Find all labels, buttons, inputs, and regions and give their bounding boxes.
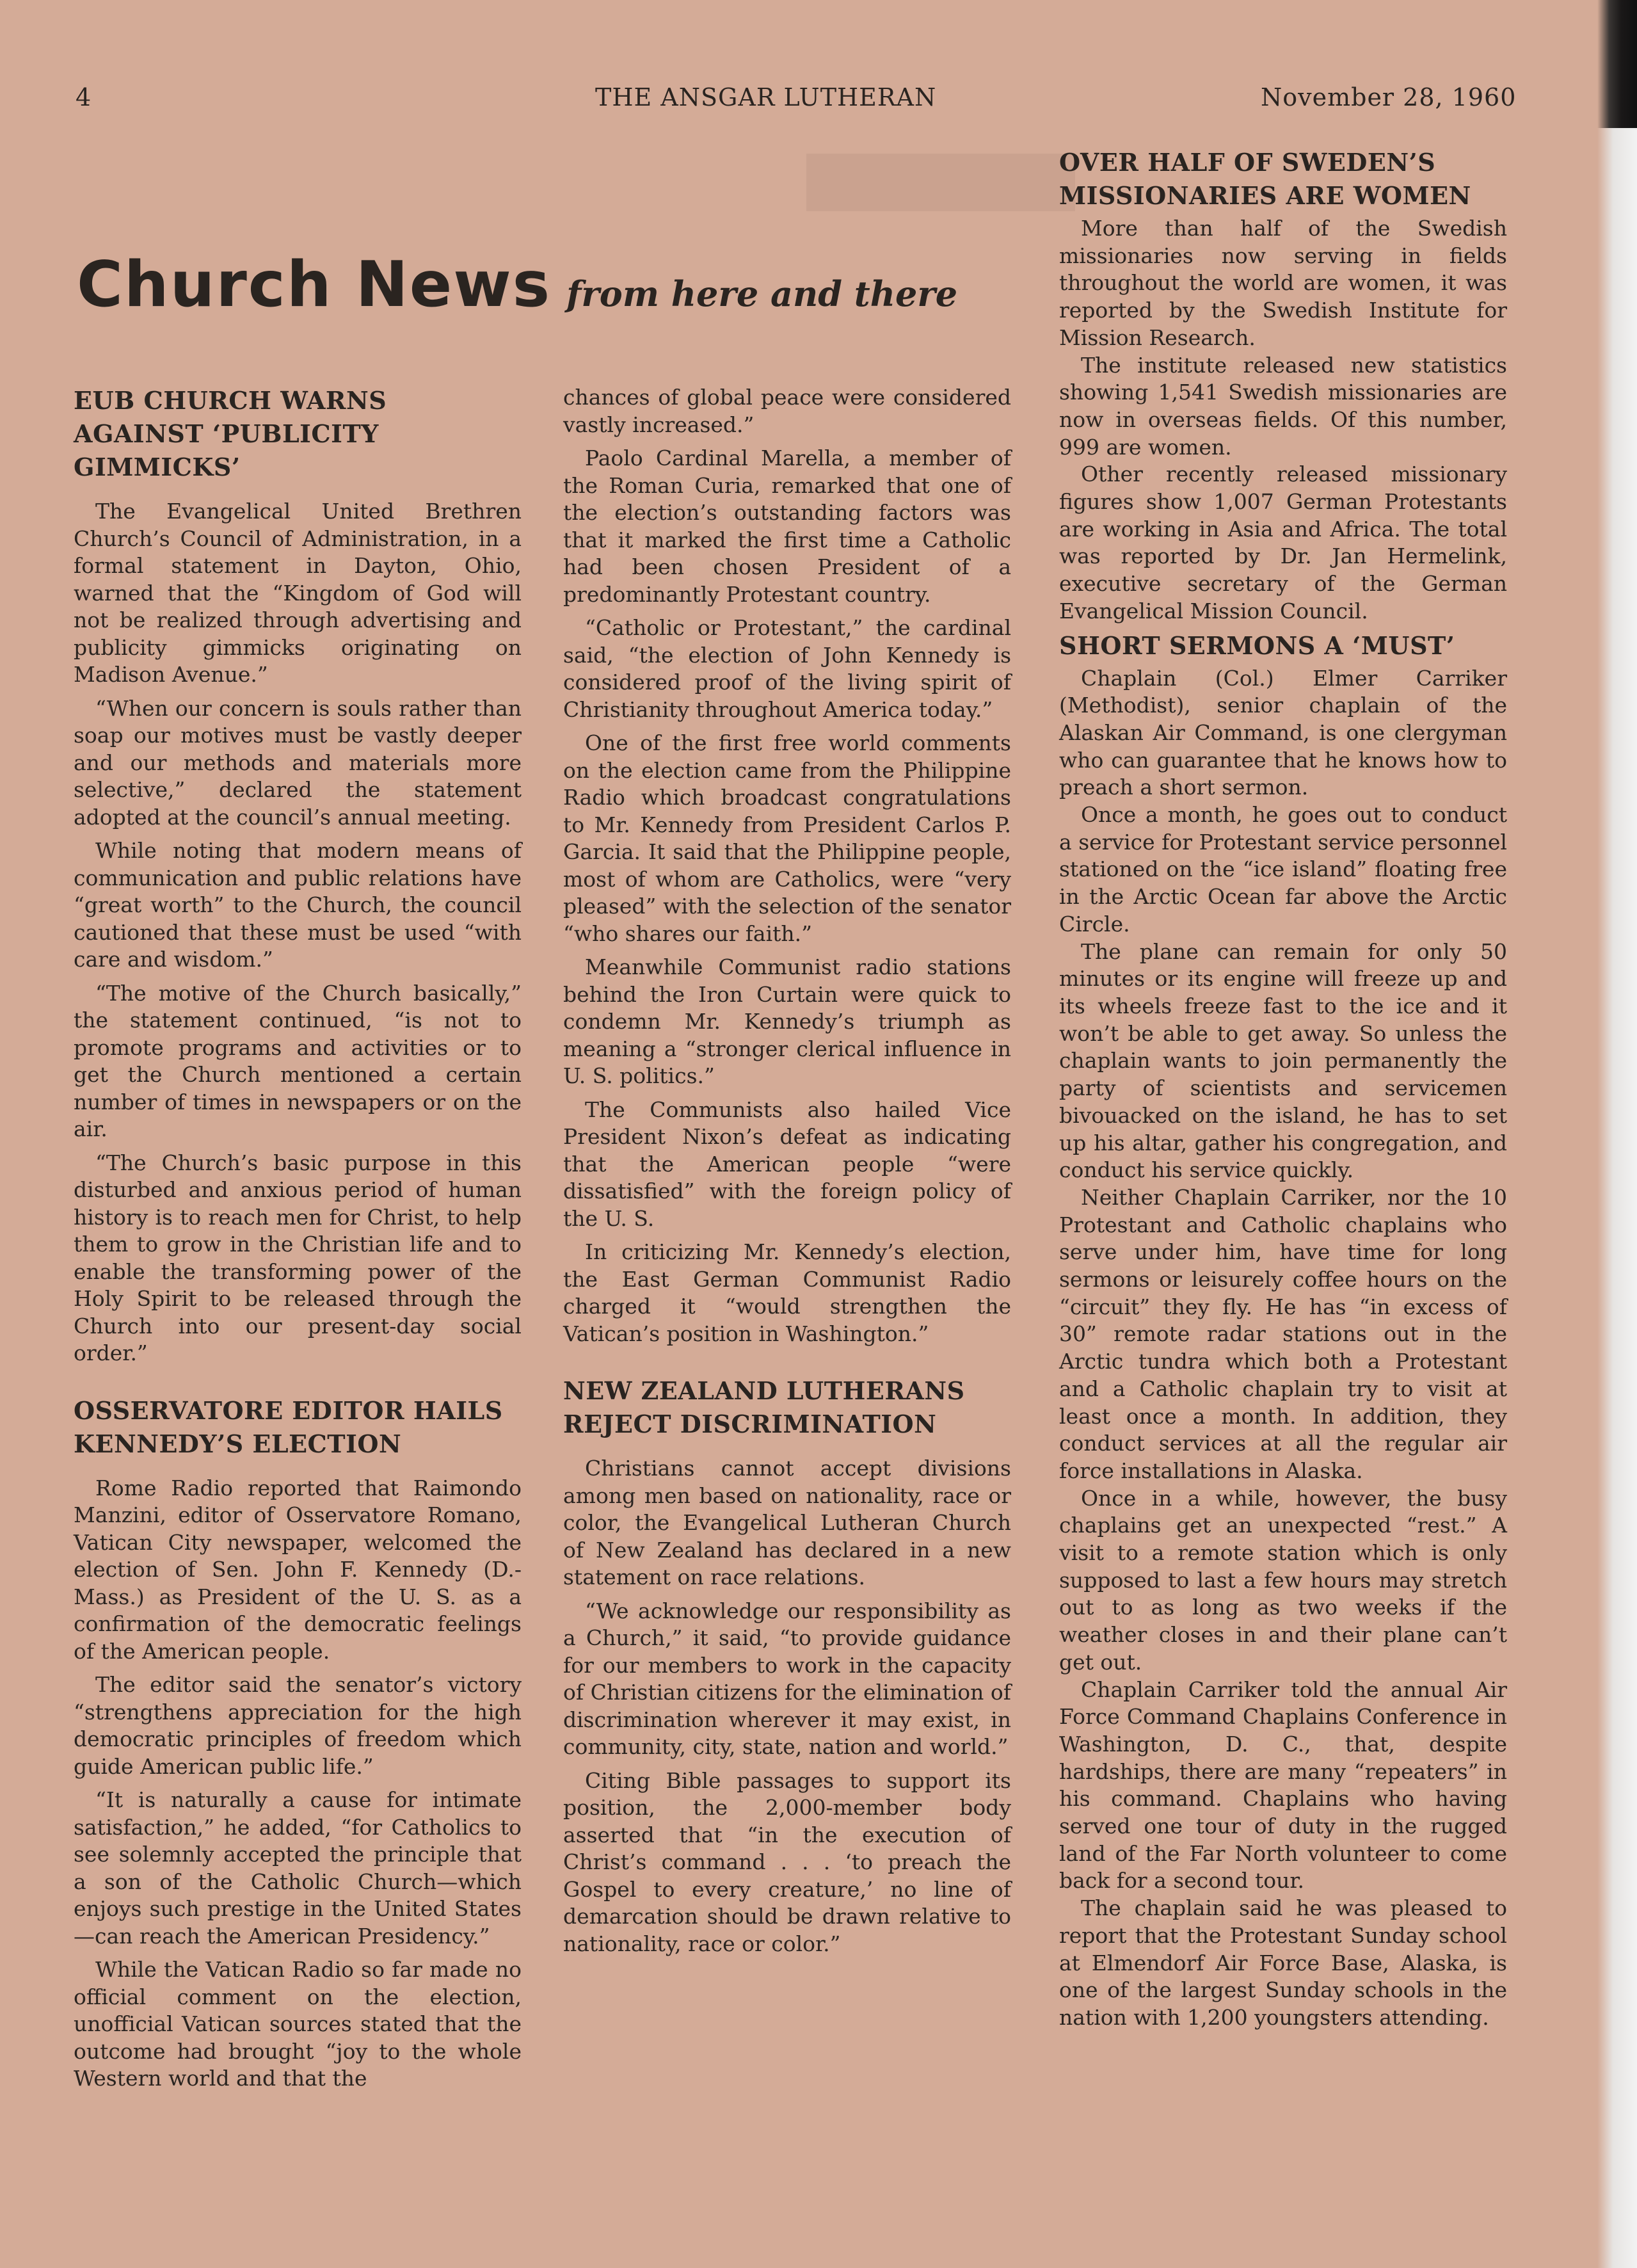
page-number: 4 bbox=[76, 83, 92, 111]
column-3 bbox=[1059, 146, 1507, 2032]
article-paragraph: “The motive of the Church basically,” the statement continued, “is not to promote programs and activities or to get the Church mentioned a certain number of times in newspapers or on the air. bbox=[74, 980, 522, 1141]
headline-new-zealand: NEW ZEALAND LUTHERANS REJECT DISCRIMINATION bbox=[563, 1376, 965, 1438]
column-1 bbox=[74, 384, 522, 2099]
article-paragraph: Meanwhile Communist radio stations behind the Iron Curtain were quick to condemn Mr. Kennedy’s triumph as meaning a “stronger clerical influence in U. S. politics.” bbox=[563, 954, 1011, 1088]
section-title bbox=[77, 248, 958, 329]
article-paragraph: One of the first free world comments on the election came from the Philippine Radio which broadcast congratulations to Mr. Kennedy from President Carlos P. Garcia. It said that the Philippine people, most of whom are Catholics, were “very pleased” with the selection of the senator “who shares our faith.” bbox=[563, 730, 1011, 946]
page-edge-background bbox=[1597, 128, 1637, 2268]
shaded-area bbox=[806, 154, 1075, 211]
article-paragraph: While the Vatican Radio so far made no official comment on the election, unofficial Vatican sources stated that the outcome had brought “joy to the whole Western world and that the bbox=[74, 1957, 522, 2091]
article-paragraph: Rome Radio reported that Raimondo Manzini, editor of Osservatore Romano, Vatican City newspaper, welcomed the election of Sen. John F. Kennedy (D.-Mass.) as President of the U. S. as a confirmation of the democratic feelings of the American people. bbox=[74, 1475, 522, 1664]
article-paragraph: Chaplain Carriker told the annual Air Force Command Chaplains Conference in Washington, D. C., that, despite hardships, there are many “repeaters” in his command. Chaplains who having served one tour of duty in the rugged land of the Far North volunteer to come back for a second tour. bbox=[1059, 1677, 1507, 1894]
article-paragraph: “The Church’s basic purpose in this disturbed and anxious period of human history is to reach men for Christ, to help them to grow in the Christian life and to enable the transforming power of the Holy Spirit to be released through the Church into our present-day social order.” bbox=[74, 1150, 522, 1365]
section-title-main: Church News bbox=[77, 248, 552, 321]
section-title-sub: from here and there bbox=[566, 273, 958, 314]
headline-sweden: OVER HALF OF SWEDEN’S MISSIONARIES ARE WOMEN bbox=[1059, 148, 1471, 210]
article-paragraph: “We acknowledge our responsibility as a Church,” it said, “to provide guidance for our members to work in the capacity of Christian citizens for the elimination of discrimination wherever it may exist, in community, city, state, nation and world.” bbox=[563, 1598, 1011, 1759]
article-paragraph: The editor said the senator’s victory “strengthens appreciation for the high democratic principles of freedom which guide American public life.” bbox=[74, 1672, 522, 1779]
article-paragraph: The Communists also hailed Vice President Nixon’s defeat as indicating that the American people “were dissatisfied” with the foreign policy of the U. S. bbox=[563, 1097, 1011, 1231]
article-paragraph: Once in a while, however, the busy chaplains get an unexpected “rest.” A visit to a remote station which is only supposed to last a few hours may stretch out to as long as two weeks if the weather closes in and their plane can’t get out. bbox=[1059, 1485, 1507, 1675]
article-paragraph: Chaplain (Col.) Elmer Carriker (Methodist), senior chaplain of the Alaskan Air Command, is one clergyman who can guarantee that he knows how to preach a short sermon. bbox=[1059, 665, 1507, 800]
article-paragraph: “It is naturally a cause for intimate satisfaction,” he added, “for Catholics to see solemnly accepted the principle that a son of the Catholic Church—which enjoys such prestige in the United States—can reach the American Presidency.” bbox=[74, 1787, 522, 1949]
article-paragraph: The institute released new statistics showing 1,541 Swedish missionaries are now in overseas fields. Of this number, 999 are women. bbox=[1059, 352, 1507, 460]
article-paragraph-continued: chances of global peace were considered vastly increased.” bbox=[563, 385, 1011, 437]
issue-date: November 28, 1960 bbox=[1261, 83, 1517, 111]
article-paragraph: Citing Bible passages to support its position, the 2,000-member body asserted that “in the execution of Christ’s command . . . ‘to preach the Gospel to every creature,’ no line of demarcation should be drawn relative to nationality, race or color.” bbox=[563, 1767, 1011, 1956]
page-edge-shadow bbox=[1597, 0, 1637, 128]
headline-eub: EUB CHURCH WARNS AGAINST ‘PUBLICITY GIMMICKS’ bbox=[74, 386, 387, 481]
publication-name: THE ANSGAR LUTHERAN bbox=[595, 83, 937, 111]
article-paragraph: Neither Chaplain Carriker, nor the 10 Protestant and Catholic chaplains who serve under him, have time for long sermons or leisurely coffee hours on the “circuit” they fly. He has “in excess of 30” remote radar stations out in the Arctic tundra which both a Protestant and a Catholic chaplain try to visit at least once a month. In addition, they conduct services at all the regular air force installations in Alaska. bbox=[1059, 1184, 1507, 1483]
article-paragraph: The plane can remain for only 50 minutes or its engine will freeze up and its wheels freeze fast to the ice and it won’t be able to get away. So unless the chaplain wants to join permanently the party of scientists and servicemen bivouacked on the island, he has to set up his altar, gather his congregation, and conduct his service quickly. bbox=[1059, 938, 1507, 1183]
article-paragraph: Christians cannot accept divisions among men based on nationality, race or color, the Evangelical Lutheran Church of New Zealand has declared in a new statement on race relations. bbox=[563, 1456, 1011, 1589]
article-paragraph: The Evangelical United Brethren Church’s Council of Administration, in a formal statement in Dayton, Ohio, warned that the “Kingdom of God will not be realized through advertising and publicity gimmicks originating on Madison Avenue.” bbox=[74, 499, 522, 687]
article-paragraph: While noting that modern means of communication and public relations have “great worth” to the Church, the council cautioned that these must be used “with care and wisdom.” bbox=[74, 838, 522, 972]
article-paragraph: In criticizing Mr. Kennedy’s election, the East German Communist Radio charged it “would strengthen the Vatican’s position in Washington.” bbox=[563, 1239, 1011, 1346]
headline-sermons: SHORT SERMONS A ‘MUST’ bbox=[1059, 631, 1455, 660]
article-paragraph: “Catholic or Protestant,” the cardinal said, “the election of John Kennedy is considered proof of the living spirit of Christianity throughout America today.” bbox=[563, 615, 1011, 722]
column-2 bbox=[563, 384, 1011, 1964]
headline-osservatore: OSSERVATORE EDITOR HAILS KENNEDY’S ELECTION bbox=[74, 1395, 503, 1458]
article-paragraph: More than half of the Swedish missionaries now serving in fields throughout the world are women, it was reported by the Swedish Institute for Mission Research. bbox=[1059, 216, 1507, 350]
article-paragraph: Paolo Cardinal Marella, a member of the Roman Curia, remarked that one of the election’s outstanding factors was that it marked the first time a Catholic had been chosen President of a predominantly Protestant country. bbox=[563, 446, 1011, 607]
article-paragraph: Other recently released missionary figures show 1,007 German Protestants are working in Asia and Africa. The total was reported by Dr. Jan Hermelink, executive secretary of the German Evangelical Mission Council. bbox=[1059, 462, 1507, 623]
article-paragraph: The chaplain said he was pleased to report that the Protestant Sunday school at Elmendorf Air Force Base, Alaska, is one of the largest Sunday schools in the nation with 1,200 youngsters attending. bbox=[1059, 1895, 1507, 2030]
article-paragraph: “When our concern is souls rather than soap our motives must be vastly deeper and our methods and materials more selective,” declared the statement adopted at the council’s annual meeting. bbox=[74, 695, 522, 830]
article-paragraph: Once a month, he goes out to conduct a service for Protestant service personnel stationed on the “ice island” floating free in the Arctic Ocean far above the Arctic Circle. bbox=[1059, 802, 1507, 937]
